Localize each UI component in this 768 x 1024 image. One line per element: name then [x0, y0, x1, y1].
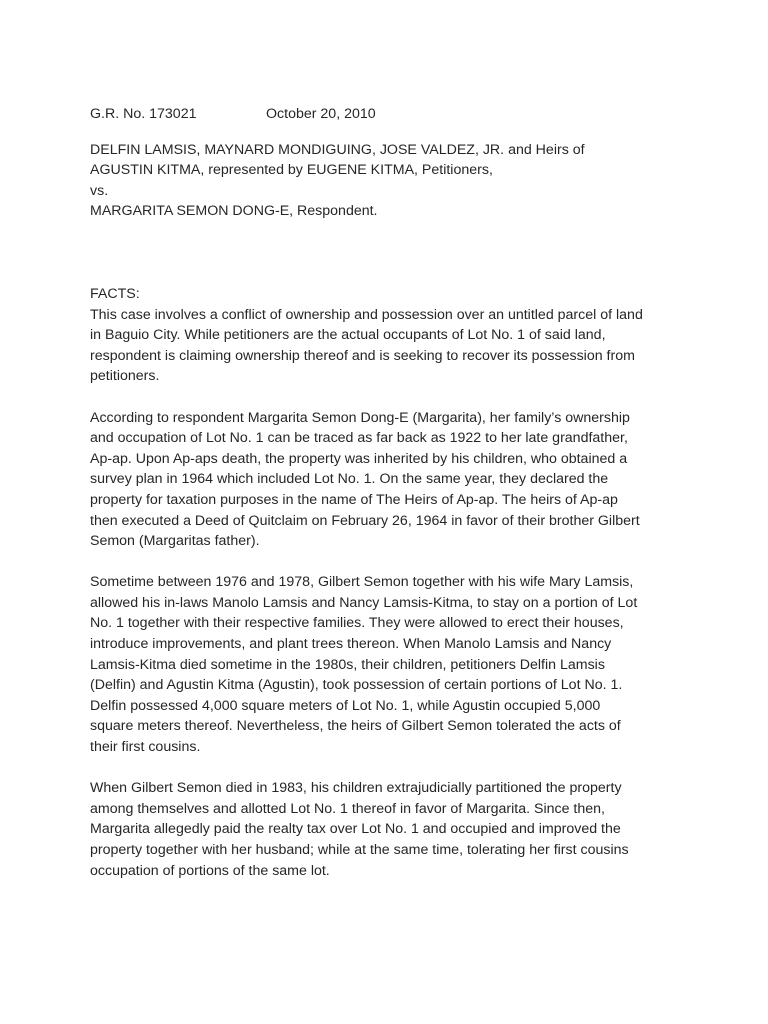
facts-paragraph: When Gilbert Semon died in 1983, his children extrajudicially partitioned the property among themselves and allotted Lot No. 1 thereof in favor of Margarita. Since then, Margarita allegedly paid the realty tax over Lot No. 1 and occupied and improved the property together with her husband; while at the same time, tolerating her first cousins occupation of portions of the same lot. [90, 780, 629, 879]
decision-date: October 20, 2010 [266, 106, 376, 122]
facts-paragraph: According to respondent Margarita Semon Dong-E (Margarita), her family’s ownership and occupation of Lot No. 1 can be traced as far back as 1922 to her late grandfather, Ap-ap. Upon Ap-aps death, the property was inherited by his children, who obtained a survey plan in 1964 which included Lot No. 1. On the same year, they declared the property for taxation purposes in the name of The Heirs of Ap-ap. The heirs of Ap-ap then executed a Deed of Quitclaim on February 26, 1964 in favor of their brother Gilbert Semon (Margaritas father). [90, 409, 640, 550]
facts-heading: FACTS: [90, 285, 140, 302]
respondent: MARGARITA SEMON DONG-E, Respondent. [90, 203, 378, 220]
versus-label: vs. [90, 182, 109, 199]
case-header [90, 104, 690, 125]
petitioners: DELFIN LAMSIS, MAYNARD MONDIGUING, JOSE VALDEZ, JR. and Heirs of AGUSTIN KITMA, represented by EUGENE KITMA, Petitioners, [90, 141, 585, 179]
document-body [90, 104, 690, 881]
facts-paragraph: This case involves a conflict of ownership and possession over an untitled parcel of land in Baguio City. While petitioners are the actual occupants of Lot No. 1 of said land, respondent is claiming ownership thereof and is seeking to recover its possession from petitioners. [90, 306, 643, 385]
facts-paragraph: Sometime between 1976 and 1978, Gilbert Semon together with his wife Mary Lamsis, allowed his in-laws Manolo Lamsis and Nancy Lamsis-Kitma, to stay on a portion of Lot No. 1 together with their respective families. They were allowed to erect their houses, introduce improvements, and plant trees thereon. When Manolo Lamsis and Nancy Lamsis-Kitma died sometime in the 1980s, their children, petitioners Delfin Lamsis (Delfin) and Agustin Kitma (Agustin), took possession of certain portions of Lot No. 1. Delfin possessed 4,000 square meters of Lot No. 1, while Agustin occupied 5,000 square meters thereof. Nevertheless, the heirs of Gilbert Semon tolerated the acts of their first cousins. [90, 574, 638, 756]
gr-number: G.R. No. 173021 [90, 106, 197, 122]
